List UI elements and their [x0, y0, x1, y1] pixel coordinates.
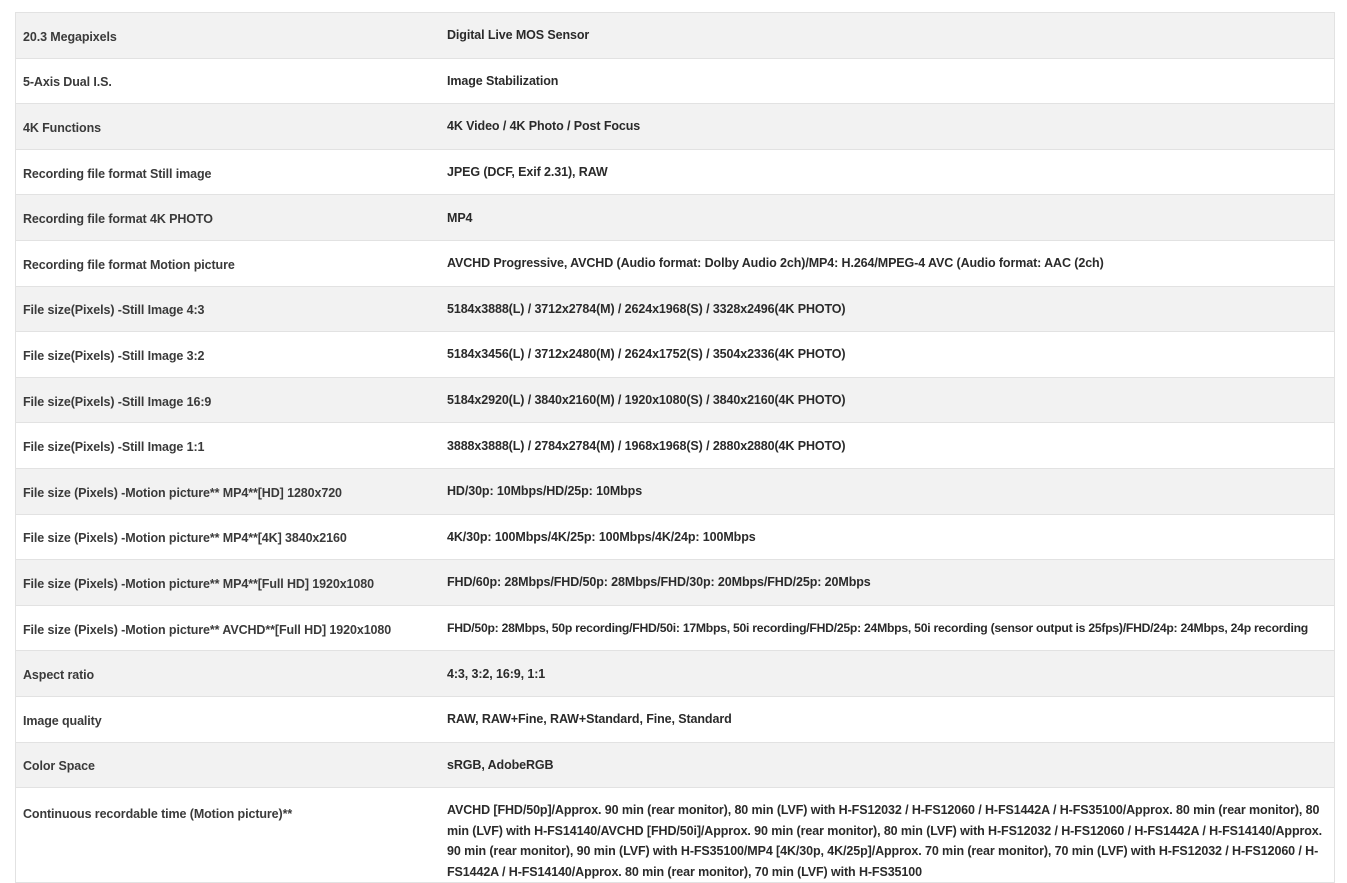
- table-row: [16, 605, 1335, 651]
- table-row: [16, 58, 1335, 104]
- table-row: [16, 742, 1335, 788]
- spec-label: 5-Axis Dual I.S.: [16, 58, 442, 104]
- table-row: [16, 468, 1335, 514]
- spec-label: File size(Pixels) -Still Image 4:3: [16, 286, 442, 332]
- spec-value: 5184x2920(L) / 3840x2160(M) / 1920x1080(S) / 3840x2160(4K PHOTO): [441, 377, 1335, 423]
- table-row: [16, 377, 1335, 423]
- spec-value: 3888x3888(L) / 2784x2784(M) / 1968x1968(S) / 2880x2880(4K PHOTO): [441, 423, 1335, 469]
- table-row: [16, 514, 1335, 560]
- spec-label: File size(Pixels) -Still Image 16:9: [16, 377, 442, 423]
- spec-label: 20.3 Megapixels: [16, 13, 442, 59]
- table-row: [16, 560, 1335, 606]
- spec-value: 5184x3456(L) / 3712x2480(M) / 2624x1752(S) / 3504x2336(4K PHOTO): [441, 332, 1335, 378]
- spec-label: 4K Functions: [16, 104, 442, 150]
- spec-value: 4K Video / 4K Photo / Post Focus: [441, 104, 1335, 150]
- table-row: [16, 423, 1335, 469]
- table-row: [16, 195, 1335, 241]
- spec-label: Continuous recordable time (Motion picture)**: [16, 788, 442, 883]
- table-row: [16, 240, 1335, 286]
- spec-value: AVCHD Progressive, AVCHD (Audio format: Dolby Audio 2ch)/MP4: H.264/MPEG-4 AVC (Audio format: AAC (2ch): [441, 240, 1335, 286]
- spec-label: File size (Pixels) -Motion picture** MP4**[4K] 3840x2160: [16, 514, 442, 560]
- spec-label: Aspect ratio: [16, 651, 442, 697]
- table-row: [16, 651, 1335, 697]
- spec-value: MP4: [441, 195, 1335, 241]
- table-row: [16, 104, 1335, 150]
- table-row: [16, 149, 1335, 195]
- spec-value: HD/30p: 10Mbps/HD/25p: 10Mbps: [441, 468, 1335, 514]
- table-row: [16, 696, 1335, 742]
- spec-value: 4:3, 3:2, 16:9, 1:1: [441, 651, 1335, 697]
- spec-label: File size (Pixels) -Motion picture** AVCHD**[Full HD] 1920x1080: [16, 605, 442, 651]
- spec-table: [15, 12, 1335, 883]
- spec-value: FHD/60p: 28Mbps/FHD/50p: 28Mbps/FHD/30p: 20Mbps/FHD/25p: 20Mbps: [441, 560, 1335, 606]
- spec-value: RAW, RAW+Fine, RAW+Standard, Fine, Standard: [441, 696, 1335, 742]
- spec-value: sRGB, AdobeRGB: [441, 742, 1335, 788]
- spec-label: Recording file format 4K PHOTO: [16, 195, 442, 241]
- spec-label: Color Space: [16, 742, 442, 788]
- spec-value: JPEG (DCF, Exif 2.31), RAW: [441, 149, 1335, 195]
- spec-label: Recording file format Still image: [16, 149, 442, 195]
- spec-value: Digital Live MOS Sensor: [441, 13, 1335, 59]
- table-row: [16, 332, 1335, 378]
- spec-value: 5184x3888(L) / 3712x2784(M) / 2624x1968(S) / 3328x2496(4K PHOTO): [441, 286, 1335, 332]
- spec-value: 4K/30p: 100Mbps/4K/25p: 100Mbps/4K/24p: 100Mbps: [441, 514, 1335, 560]
- spec-label: Recording file format Motion picture: [16, 240, 442, 286]
- spec-label: File size(Pixels) -Still Image 1:1: [16, 423, 442, 469]
- table-row: [16, 286, 1335, 332]
- spec-value: Image Stabilization: [441, 58, 1335, 104]
- table-row: [16, 13, 1335, 59]
- spec-label: File size (Pixels) -Motion picture** MP4**[HD] 1280x720: [16, 468, 442, 514]
- spec-label: File size (Pixels) -Motion picture** MP4**[Full HD] 1920x1080: [16, 560, 442, 606]
- table-row: [16, 788, 1335, 883]
- spec-value: FHD/50p: 28Mbps, 50p recording/FHD/50i: 17Mbps, 50i recording/FHD/25p: 24Mbps, 50i recording (sensor output is 25fps)/FHD/24p: 24Mbps, 24p recording: [441, 605, 1335, 651]
- spec-label: File size(Pixels) -Still Image 3:2: [16, 332, 442, 378]
- spec-label: Image quality: [16, 696, 442, 742]
- spec-value: AVCHD [FHD/50p]/Approx. 90 min (rear monitor), 80 min (LVF) with H-FS12032 / H-FS12060 / H-FS1442A / H-FS35100/Approx. 80 min (rear monitor), 80 min (LVF) with H-FS14140/AVCHD [FHD/50i]/Approx. 90 min (rear monitor), 80 min (LVF) with H-FS12032 / H-FS12060 / H-FS1442A / H-FS14140/Approx. 90 min (rear monitor), 90 min (LVF) with H-FS35100/MP4 [4K/30p, 4K/25p]/Approx. 70 min (rear monitor), 70 min (LVF) with H-FS12032 / H-FS12060 / H-FS1442A / H-FS14140/Approx. 80 min (rear monitor), 70 min (LVF) with H-FS35100: [441, 788, 1335, 883]
